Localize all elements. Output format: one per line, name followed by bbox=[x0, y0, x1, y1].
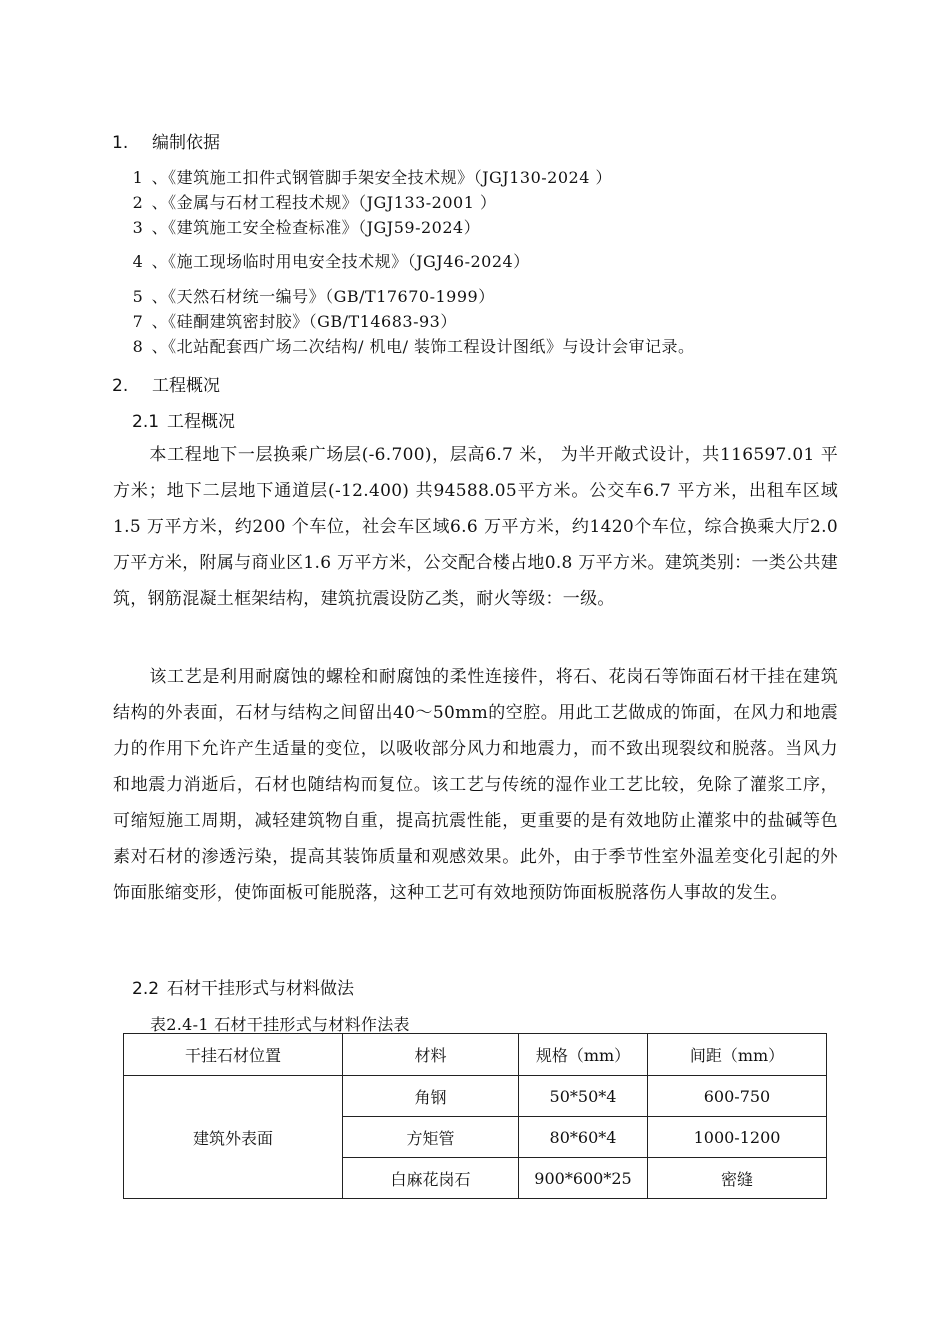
header-location: 干挂石材位置 bbox=[124, 1034, 343, 1076]
location-cell: 建筑外表面 bbox=[124, 1076, 343, 1199]
section-2-1-heading bbox=[132, 407, 235, 432]
material-cell: 方矩管 bbox=[343, 1117, 519, 1158]
project-overview-paragraph: 本工程地下一层换乘广场层(-6.700)，层高6.7 米， 为半开敞式设计，共116597.01 平方米；地下二层地下通道层(-12.400) 共94588.05平方米。公交车6.7 平方米，出租车区域1.5 万平方米，约200 个车位，社会车区域6.6 万平方米，约1420个车位，综合换乘大厅2.0 万平方米，附属与商业区1.6 万平方米，公交配合楼占地0.8 万平方米。建筑类别：一类公共建筑，钢筋混凝土框架结构，建筑抗震设防乙类，耐火等级：一级。 bbox=[113, 445, 838, 609]
reference-item: 1 、《建筑施工扣件式钢管脚手架安全技术规》（JGJ130-2024 ） bbox=[132, 168, 612, 187]
section-number: 1. bbox=[112, 133, 129, 153]
section-1-heading bbox=[112, 128, 220, 153]
spacing-cell: 1000-1200 bbox=[648, 1117, 827, 1158]
table-caption: 表2.4-1 石材干挂形式与材料作法表 bbox=[150, 1015, 410, 1034]
section-title: 编制依据 bbox=[152, 133, 220, 153]
table-row bbox=[124, 1076, 827, 1117]
material-cell: 白麻花岗石 bbox=[343, 1158, 519, 1199]
section-number: 2.2 bbox=[132, 979, 160, 999]
material-spec-table bbox=[123, 1033, 827, 1199]
header-spec: 规格（mm） bbox=[519, 1034, 648, 1076]
section-2-heading bbox=[112, 371, 220, 396]
spec-cell: 50*50*4 bbox=[519, 1076, 648, 1117]
header-material: 材料 bbox=[343, 1034, 519, 1076]
section-number: 2.1 bbox=[132, 412, 160, 432]
header-spacing: 间距（mm） bbox=[648, 1034, 827, 1076]
reference-item: 7 、《硅酮建筑密封胶》（GB/T14683-93） bbox=[132, 312, 457, 331]
table-header-row bbox=[124, 1034, 827, 1076]
section-title: 工程概况 bbox=[152, 376, 220, 396]
material-cell: 角钢 bbox=[343, 1076, 519, 1117]
section-number: 2. bbox=[112, 376, 129, 396]
section-title: 工程概况 bbox=[167, 412, 236, 432]
spacing-cell: 密缝 bbox=[648, 1158, 827, 1199]
section-2-2-heading bbox=[132, 974, 354, 999]
reference-item: 5 、《天然石材统一编号》（GB/T17670-1999） bbox=[132, 287, 495, 306]
reference-item: 3 、《建筑施工安全检查标准》（JGJ59-2024） bbox=[132, 218, 481, 237]
spec-cell: 900*600*25 bbox=[519, 1158, 648, 1199]
section-title: 石材干挂形式与材料做法 bbox=[167, 979, 355, 999]
reference-item: 2 、《金属与石材工程技术规》（JGJ133-2001 ） bbox=[132, 193, 497, 212]
spacing-cell: 600-750 bbox=[648, 1076, 827, 1117]
spec-cell: 80*60*4 bbox=[519, 1117, 648, 1158]
process-description-paragraph: 该工艺是利用耐腐蚀的螺栓和耐腐蚀的柔性连接件，将石、花岗石等饰面石材干挂在建筑结构的外表面，石材与结构之间留出40～50mm的空腔。用此工艺做成的饰面，在风力和地震力的作用下允许产生适量的变位，以吸收部分风力和地震力，而不致出现裂纹和脱落。当风力和地震力消逝后，石材也随结构而复位。该工艺与传统的湿作业工艺比较，免除了灌浆工序，可缩短施工周期，减轻建筑物自重，提高抗震性能，更重要的是有效地防止灌浆中的盐碱等色素对石材的渗透污染，提高其装饰质量和观感效果。此外，由于季节性室外温差变化引起的外饰面胀缩变形，使饰面板可能脱落，这种工艺可有效地预防饰面板脱落伤人事故的发生。 bbox=[113, 667, 838, 903]
reference-item: 8 、《北站配套西广场二次结构/ 机电/ 装饰工程设计图纸》与设计会审记录。 bbox=[132, 337, 695, 356]
reference-item: 4 、《施工现场临时用电安全技术规》（JGJ46-2024） bbox=[132, 252, 530, 271]
